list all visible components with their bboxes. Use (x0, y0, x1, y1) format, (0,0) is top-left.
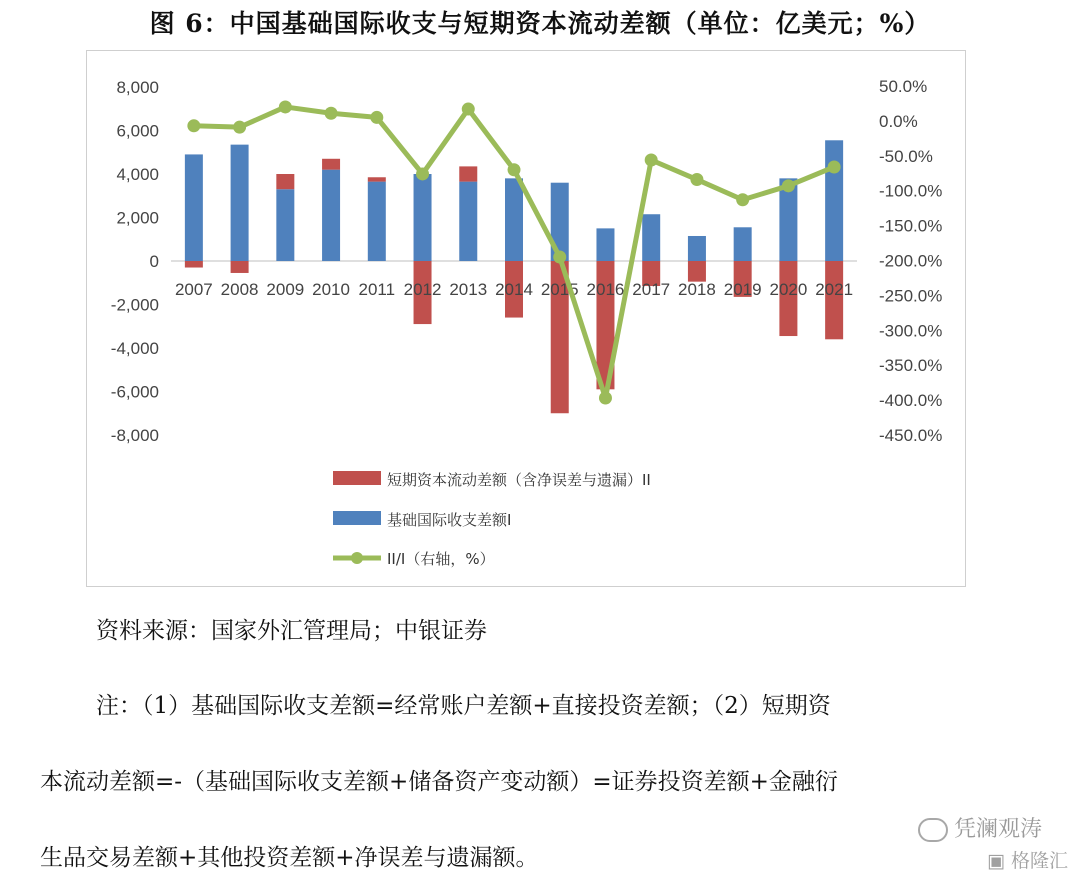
legend-short-term-flow-swatch (333, 471, 381, 485)
legend-basic-balance-swatch (333, 511, 381, 525)
note-line-3: 生品交易差额+其他投资差额+净误差与遗漏额。 (40, 845, 539, 871)
legend-ratio-marker (351, 552, 363, 564)
legend-ratio-label: II/I（右轴，%） (387, 550, 495, 568)
bar-short-term-flow (825, 261, 843, 339)
ratio-point (187, 119, 200, 132)
left-tick-label: 0 (149, 252, 159, 271)
watermark (918, 812, 1042, 843)
bar-basic-balance (734, 227, 752, 261)
bar-short-term-flow (322, 159, 340, 170)
bar-basic-balance (596, 228, 614, 261)
ratio-point (736, 193, 749, 206)
category-label: 2020 (769, 280, 808, 299)
left-tick-label: 2,000 (116, 208, 159, 228)
watermark-text: 凭澜观涛 (953, 817, 1042, 842)
right-tick-label: -300.0% (879, 321, 943, 341)
right-tick-label: -400.0% (879, 391, 943, 411)
gelonghui-logo (987, 846, 1068, 873)
bar-short-term-flow (185, 261, 203, 268)
right-tick-label: 0.0% (879, 111, 918, 131)
note-line-1: 注：（1）基础国际收支差额=经常账户差额+直接投资差额；（2）短期资 (96, 693, 831, 719)
right-tick-label: -250.0% (879, 286, 943, 306)
wechat-icon (918, 818, 948, 842)
bar-basic-balance (642, 214, 660, 261)
bar-basic-balance (414, 174, 432, 261)
category-label: 2021 (815, 280, 854, 299)
right-tick-label: -200.0% (879, 251, 943, 271)
bar-short-term-flow (368, 177, 386, 181)
right-tick-label: -100.0% (879, 181, 943, 201)
chart-frame (86, 50, 966, 587)
combo-chart (87, 51, 967, 588)
bar-basic-balance (459, 182, 477, 261)
ratio-point (782, 179, 795, 192)
category-label: 2016 (586, 280, 625, 299)
left-tick-label: -4,000 (110, 339, 159, 358)
bar-basic-balance (825, 140, 843, 261)
right-tick-label: 50.0% (879, 77, 928, 96)
right-tick-label: -50.0% (879, 146, 933, 166)
left-tick-label: 6,000 (116, 121, 159, 141)
left-tick-label: 4,000 (116, 165, 159, 184)
ratio-point (553, 251, 566, 264)
ratio-point (645, 153, 658, 166)
ratio-point (325, 107, 338, 120)
bar-short-term-flow (231, 261, 249, 273)
bar-short-term-flow (276, 174, 294, 189)
ratio-point (370, 111, 383, 124)
category-label: 2012 (403, 280, 442, 299)
ratio-point (279, 100, 292, 113)
category-label: 2019 (723, 280, 762, 299)
right-tick-label: -150.0% (879, 216, 943, 236)
logo-icon: ▣ (986, 850, 1005, 872)
category-label: 2011 (358, 280, 396, 299)
left-tick-label: -2,000 (110, 295, 159, 315)
ratio-point (233, 121, 246, 134)
bar-short-term-flow (459, 166, 477, 181)
category-label: 2009 (266, 280, 305, 299)
category-label: 2007 (174, 280, 213, 299)
figure-title: 图 6：中国基础国际收支与短期资本流动差额（单位：亿美元；%） (149, 9, 931, 38)
bar-basic-balance (322, 170, 340, 261)
category-label: 2008 (220, 280, 259, 299)
category-label: 2018 (678, 280, 716, 299)
bar-short-term-flow (688, 261, 706, 282)
category-label: 2015 (540, 280, 579, 299)
category-label: 2014 (495, 280, 533, 299)
source-text: 资料来源：国家外汇管理局；中银证券 (96, 618, 487, 644)
bar-basic-balance (185, 154, 203, 261)
right-tick-label: -450.0% (879, 426, 943, 445)
ratio-point (599, 392, 612, 405)
bar-basic-balance (688, 236, 706, 261)
ratio-point (508, 163, 521, 176)
logo-text: 格隆汇 (1010, 850, 1068, 872)
left-tick-label: 8,000 (116, 78, 159, 97)
ratio-point (416, 167, 429, 180)
bar-basic-balance (276, 189, 294, 261)
legend-basic-balance-label: 基础国际收支差额I (387, 511, 512, 529)
note-line-2: 本流动差额=-（基础国际收支差额+储备资产变动额）=证券投资差额+金融衍 (40, 769, 838, 795)
ratio-point (462, 103, 475, 116)
left-tick-label: -6,000 (110, 382, 159, 402)
bar-basic-balance (368, 182, 386, 261)
category-label: 2017 (632, 280, 671, 299)
category-label: 2010 (312, 280, 350, 299)
bar-basic-balance (505, 178, 523, 261)
ratio-point (690, 173, 703, 186)
category-label: 2013 (449, 280, 488, 299)
right-tick-label: -350.0% (879, 356, 943, 376)
left-tick-label: -8,000 (110, 426, 159, 445)
ratio-point (828, 160, 841, 173)
bar-basic-balance (231, 145, 249, 261)
legend-short-term-flow-label: 短期资本流动差额（含净误差与遗漏）II (387, 471, 651, 489)
